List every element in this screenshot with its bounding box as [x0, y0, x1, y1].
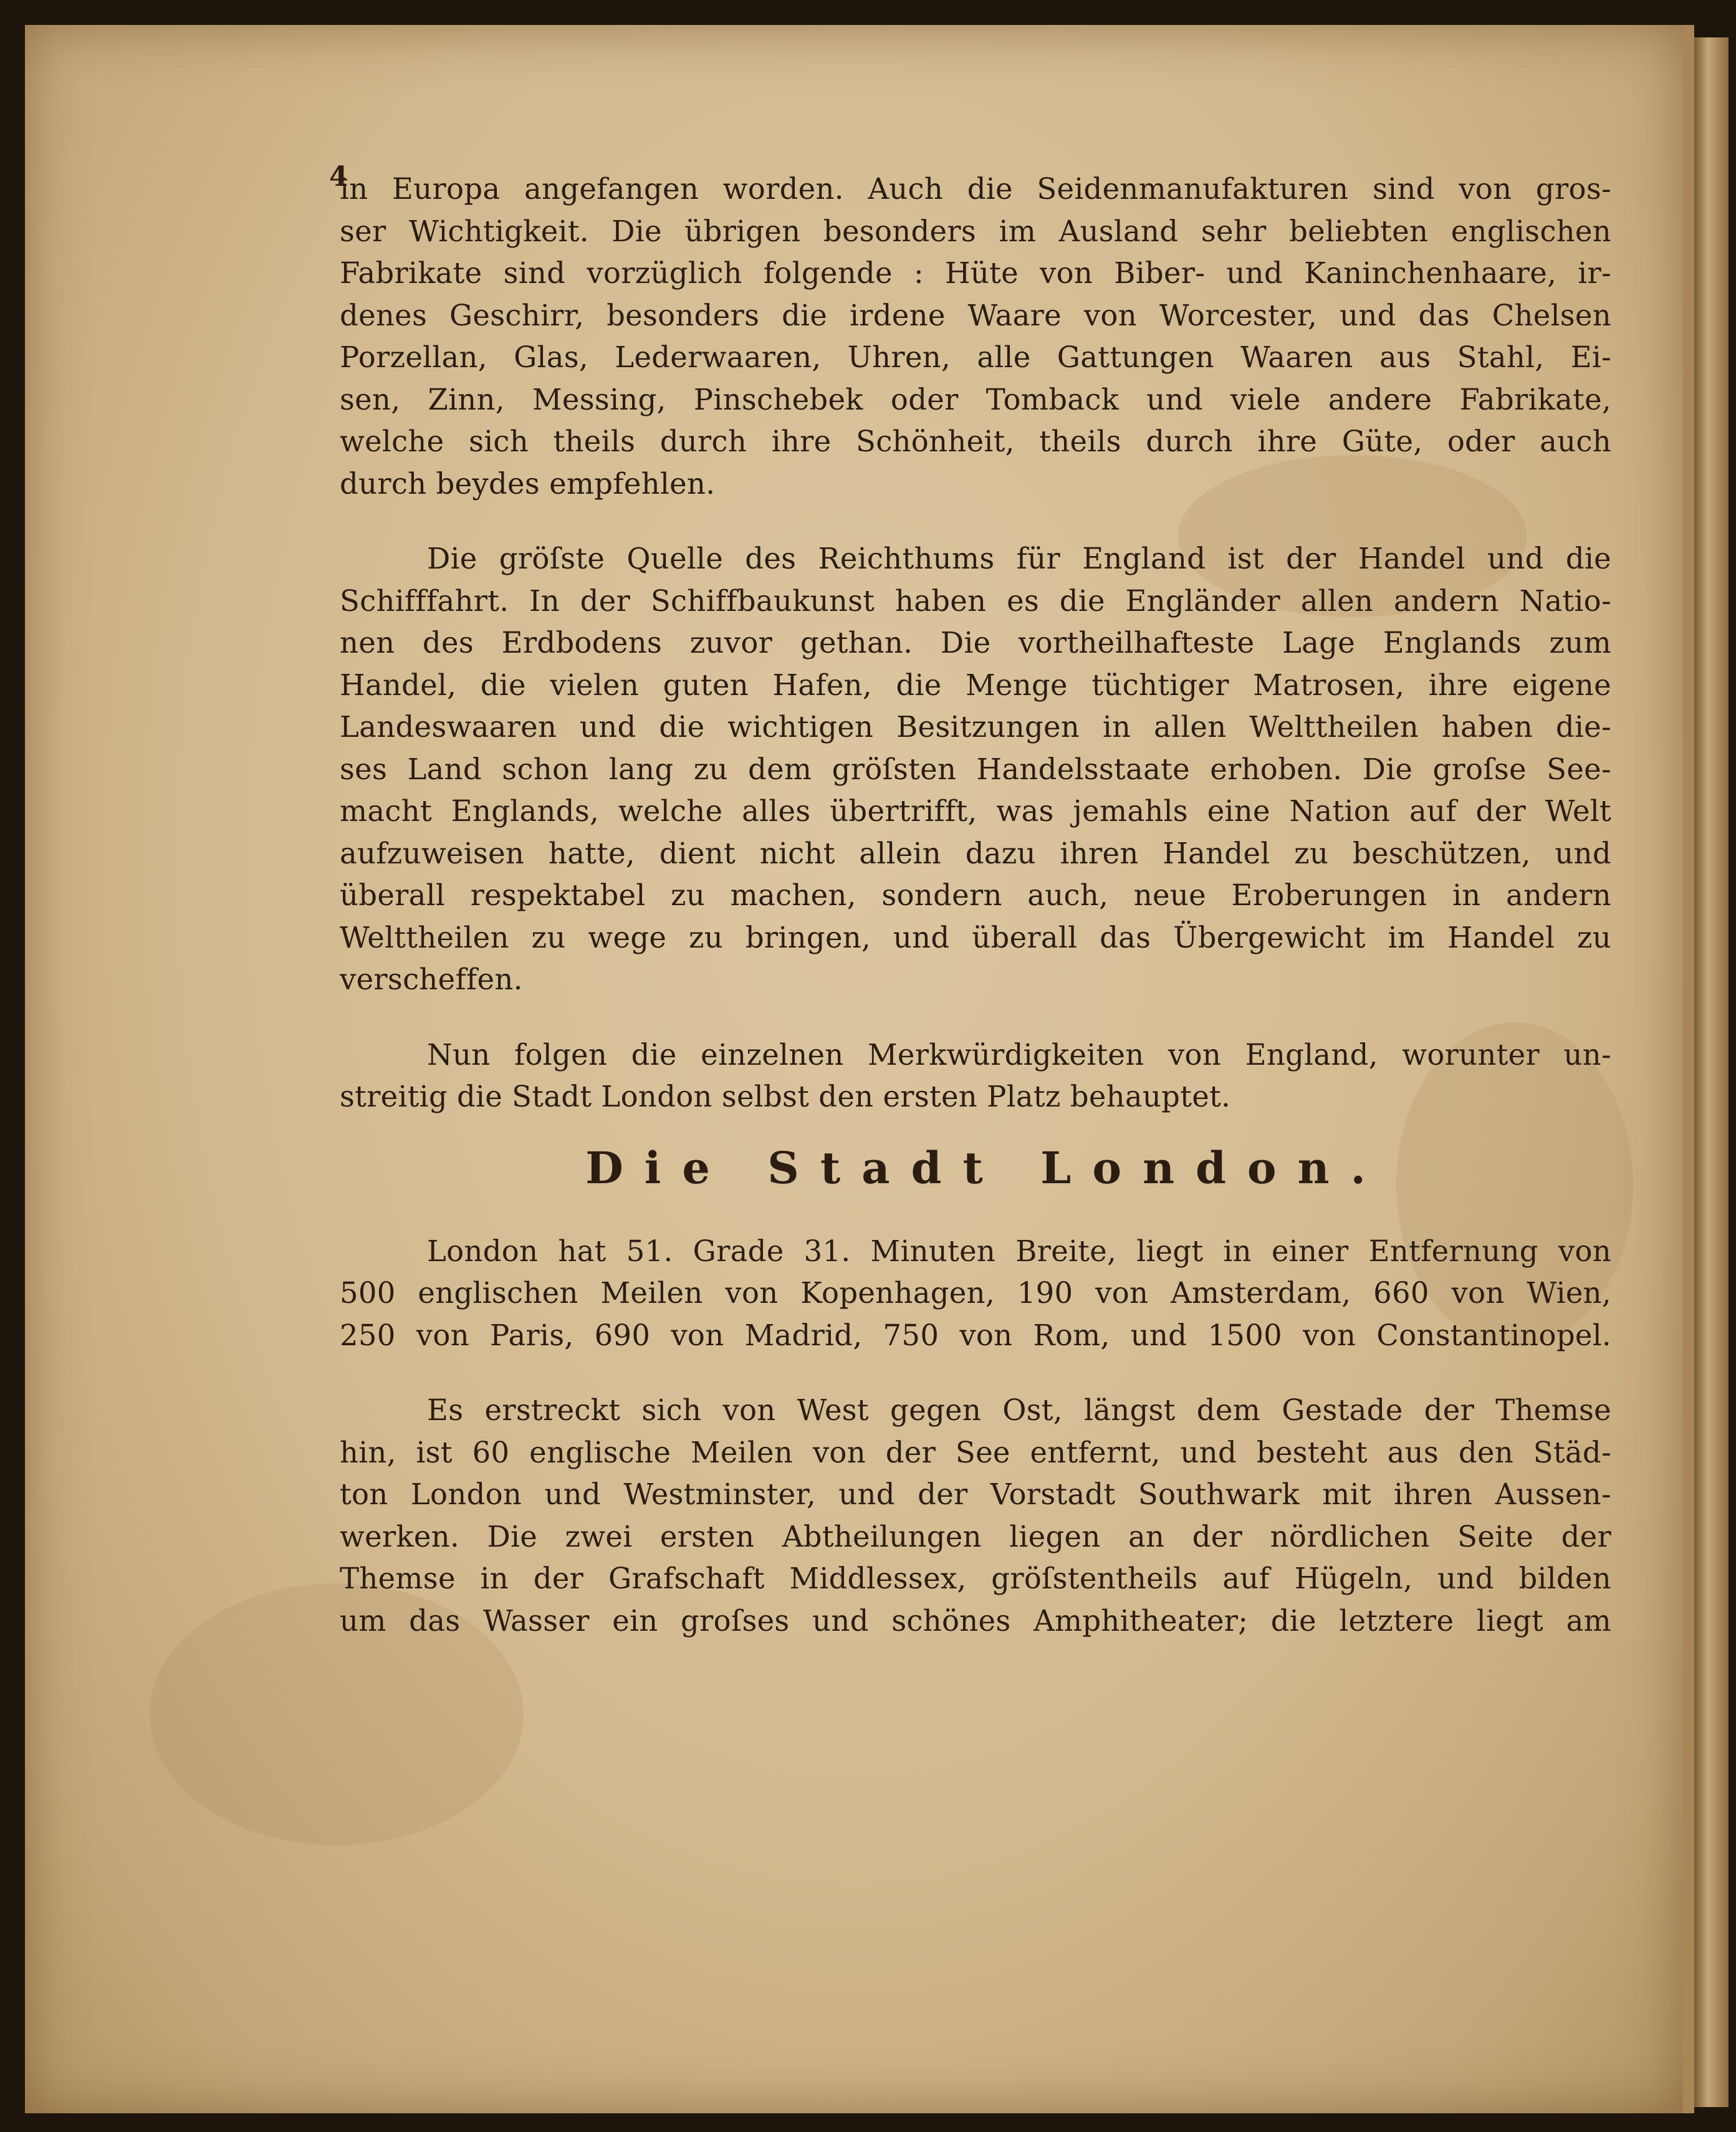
text-line: werken. Die zwei ersten Abtheilungen liegen an der nördlichen Seite der	[340, 1519, 1611, 1553]
text-line: verscheffen.	[340, 963, 523, 996]
text-line: Landeswaaren und die wichtigen Besitzungen in allen Welttheilen haben die-	[340, 710, 1611, 744]
text-line: macht Englands, welche alles übertrifft, was jemahls eine Nation auf der Welt	[340, 794, 1611, 828]
paragraph-location	[340, 1231, 1611, 1357]
paragraph-extent	[340, 1390, 1611, 1642]
text-line: welche sich theils durch ihre Schönheit, theils durch ihre Güte, oder auch	[340, 425, 1611, 458]
text-line: London hat 51. Grade 31. Minuten Breite, liegt in einer Entfernung von	[427, 1234, 1611, 1268]
text-line: aufzuweisen hatte, dient nicht allein dazu ihren Handel zu beschützen, und	[340, 836, 1611, 870]
paragraph-transition	[340, 1034, 1611, 1118]
text-line: Themse in der Grafschaft Middlessex, gröſstentheils auf Hügeln, und bilden	[340, 1562, 1611, 1595]
text-line: hin, ist 60 englische Meilen von der See entfernt, und besteht aus den Städ-	[340, 1435, 1611, 1469]
text-line: 250 von Paris, 690 von Madrid, 750 von Rom, und 1500 von Constantinopel.	[340, 1318, 1611, 1352]
text-line: Welttheilen zu wege zu bringen, und überall das Übergewicht im Handel zu	[340, 920, 1611, 954]
text-line: 500 englischen Meilen von Kopenhagen, 190 von Amsterdam, 660 von Wien,	[340, 1276, 1611, 1310]
text-line: durch beydes empfehlen.	[340, 466, 716, 501]
section-heading: Die Stadt London.	[585, 1141, 1387, 1194]
text-line: Fabrikate sind vorzüglich folgende : Hüte von Biber- und Kaninchenhaare, ir-	[340, 256, 1611, 290]
text-line: Handel, die vielen guten Hafen, die Menge tüchtiger Matrosen, ihre eigene	[340, 668, 1611, 702]
text-line: Porzellan, Glas, Lederwaaren, Uhren, alle Gattungen Waaren aus Stahl, Ei-	[340, 340, 1611, 374]
text-line: Es erstreckt sich von West gegen Ost, längst dem Gestade der Themse	[427, 1393, 1611, 1427]
text-line: Schifffahrt. In der Schiffbaukunst haben es die Engländer allen andern Natio-	[340, 583, 1611, 618]
text-line: sen, Zinn, Messing, Pinschebek oder Tomback und viele andere Fabrikate,	[340, 382, 1611, 416]
paragraph-manufactures	[340, 168, 1611, 505]
text-line: denes Geschirr, besonders die irdene Waare von Worcester, und das Chelsen	[340, 298, 1611, 332]
text-line: ser Wichtigkeit. Die übrigen besonders im Ausland sehr beliebten englischen	[340, 214, 1611, 248]
text-line: überall respektabel zu machen, sondern auch, neue Eroberungen in andern	[340, 878, 1611, 912]
next-page-edge	[1694, 37, 1729, 2107]
paragraph-trade	[340, 538, 1611, 1001]
page-number: 4	[329, 161, 348, 193]
text-line: um das Wasser ein groſses und schönes Amphitheater; die letztere liegt am	[340, 1603, 1611, 1638]
text-line: nen des Erdbodens zuvor gethan. Die vortheilhafteste Lage Englands zum	[340, 626, 1611, 660]
text-line: Die gröſste Quelle des Reichthums für England ist der Handel und die	[427, 542, 1611, 575]
text-line: in Europa angefangen worden. Auch die Seidenmanufakturen sind von gros-	[340, 172, 1611, 206]
text-block	[340, 168, 1611, 1675]
text-line: ton London und Westminster, und der Vorstadt Southwark mit ihren Aussen-	[340, 1477, 1611, 1511]
text-line: ses Land schon lang zu dem gröſsten Handelsstaate erhoben. Die groſse See-	[340, 752, 1611, 786]
text-line: streitig die Stadt London selbst den ersten Platz behauptet.	[340, 1080, 1231, 1113]
text-line: Nun folgen die einzelnen Merkwürdigkeiten von England, worunter un-	[427, 1037, 1611, 1072]
